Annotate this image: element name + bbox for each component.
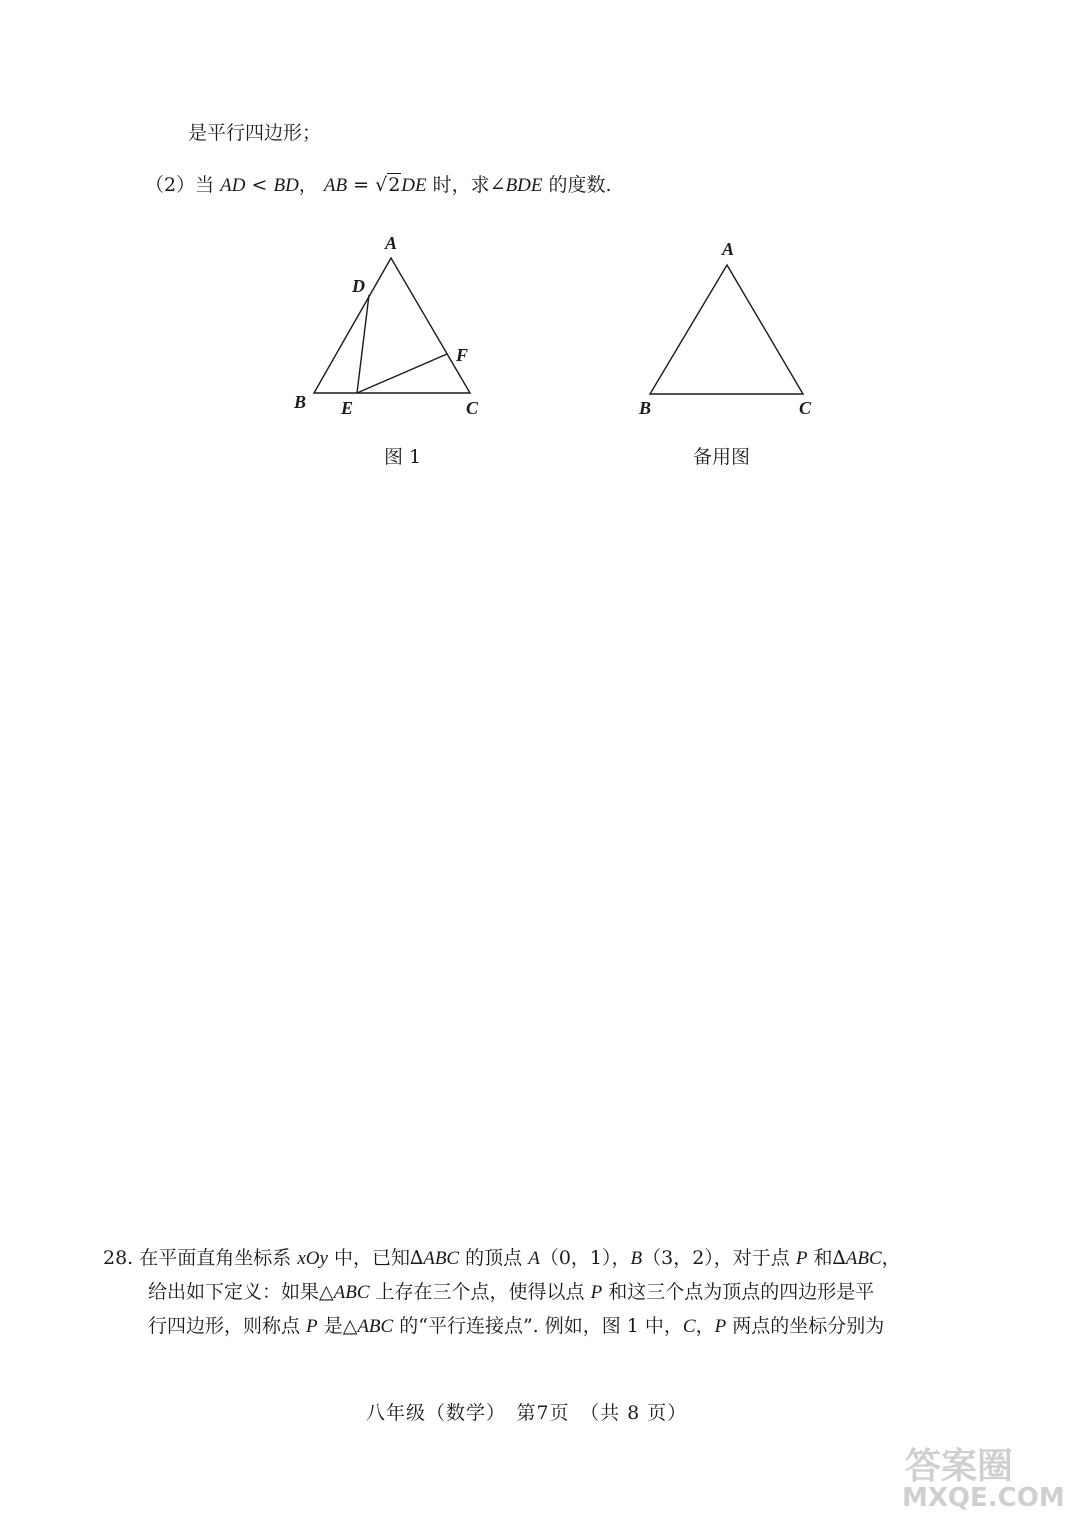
q28-text: 和∆	[807, 1247, 846, 1269]
q2-cond-rel: <	[245, 174, 274, 196]
page-footer: 八年级（数学） 第7页 （共 8 页）	[366, 1402, 688, 1424]
q28-point-p: P	[714, 1316, 727, 1337]
q28-text: 两点的坐标分别为	[726, 1315, 885, 1337]
q28-text: 的“平行连接点”. 例如，图 1 中，	[393, 1315, 683, 1337]
q28-coord-b: （3，2），对于点	[642, 1247, 796, 1269]
spare-figure-diagram	[625, 228, 835, 428]
watermark-site: MXQE.COM	[902, 1483, 1065, 1513]
q2-tail: 的度数.	[542, 174, 612, 196]
q28-text: 是△	[317, 1315, 358, 1337]
q2-sep: ，	[298, 174, 318, 196]
q28-abc: ABC	[423, 1248, 460, 1269]
q28-text: 行四边形，则称点	[148, 1315, 307, 1337]
fig2-label-c: C	[799, 398, 812, 418]
fragment-text: 是平行四边形；	[188, 122, 322, 144]
q2-cond-lhs: AD	[220, 175, 246, 196]
text-line-fragment	[188, 120, 321, 146]
question-2-line	[145, 172, 612, 199]
segment-ef	[357, 354, 447, 393]
q28-point-p: P	[590, 1282, 603, 1303]
q28-xoy: xOy	[297, 1248, 328, 1269]
sqrt-sign: √	[375, 174, 388, 196]
question-28-line-2	[148, 1279, 874, 1306]
q28-number: 28.	[103, 1247, 134, 1269]
q2-label: （2）当	[145, 174, 215, 196]
fig1-label-b: B	[294, 392, 307, 412]
q28-abc: ABC	[357, 1316, 394, 1337]
q28-point-p: P	[306, 1316, 318, 1337]
q28-text: 中，已知∆	[327, 1247, 424, 1269]
q2-then: 时，求∠	[426, 174, 506, 196]
q2-cond-rhs: BD	[273, 175, 299, 196]
q28-text: 给出如下定义：如果△	[148, 1281, 334, 1303]
q28-text: ，	[695, 1315, 715, 1337]
q2-eq-sign: =	[347, 174, 376, 196]
q2-eq-lhs: AB	[323, 175, 348, 196]
q28-coord-a: （0，1），	[539, 1247, 631, 1269]
q28-point-p: P	[795, 1248, 808, 1269]
q28-point-c: C	[682, 1316, 696, 1337]
segment-de	[357, 295, 369, 393]
sqrt-expression	[375, 172, 401, 198]
question-28-line-1	[103, 1245, 901, 1272]
q28-text: 上存在三个点，使得以点	[369, 1281, 591, 1303]
fig1-label-d: D	[352, 276, 365, 296]
watermark-logo: 答案圈	[905, 1446, 1014, 1487]
q28-text: 的顶点	[459, 1247, 529, 1269]
fig2-label-a: A	[722, 239, 735, 259]
q28-point-b: B	[630, 1248, 643, 1269]
spare-triangle-abc	[650, 265, 803, 394]
q2-angle: BDE	[505, 175, 543, 196]
fig1-label-c: C	[466, 398, 479, 418]
q28-text: 在平面直角坐标系	[133, 1247, 298, 1269]
q28-abc: ABC	[333, 1282, 370, 1303]
spare-figure-caption: 备用图	[693, 446, 751, 468]
q28-text: 和这三个点为顶点的四边形是平	[602, 1281, 875, 1303]
fig1-label-f: F	[456, 345, 469, 365]
figure-1-caption: 图 1	[384, 446, 422, 468]
fig1-label-a: A	[385, 233, 398, 253]
figure-1-diagram	[280, 225, 500, 430]
sqrt-radicand: 2	[388, 174, 401, 196]
triangle-abc	[314, 258, 470, 393]
q28-text: ，	[881, 1247, 901, 1269]
q28-point-a: A	[528, 1248, 540, 1269]
q2-eq-rhs: DE	[401, 175, 427, 196]
q28-abc: ABC	[845, 1248, 882, 1269]
fig2-label-b: B	[639, 398, 652, 418]
fig1-label-e: E	[341, 398, 354, 418]
question-28-line-3	[148, 1313, 884, 1340]
